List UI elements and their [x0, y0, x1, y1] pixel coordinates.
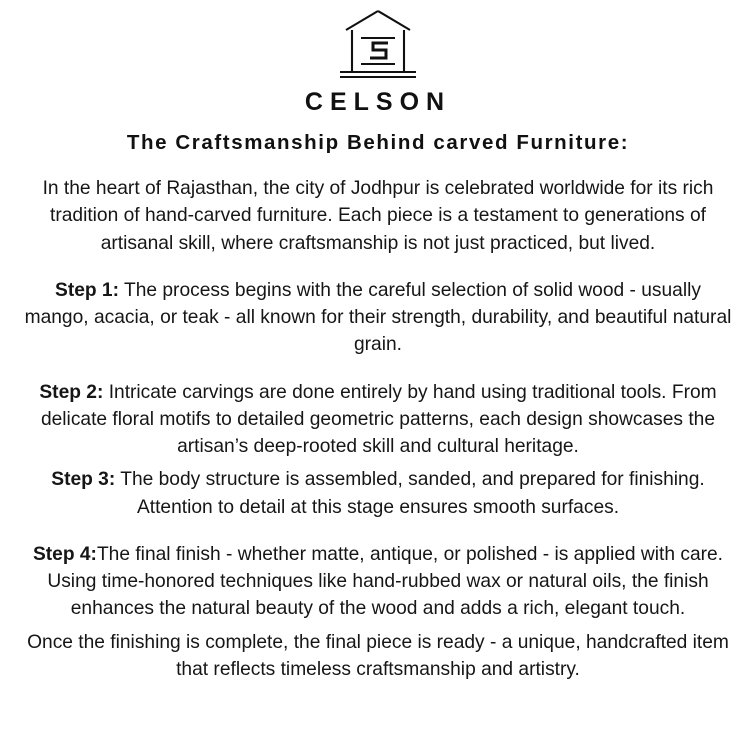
celson-house-monogram-logo	[332, 8, 424, 82]
step-3-text: The body structure is assembled, sanded, and prepared for finishing. Attention to detail at this stage ensures smooth surfaces.	[115, 469, 705, 518]
intro-paragraph: In the heart of Rajasthan, the city of Jodhpur is celebrated worldwide for its rich tradition of hand-carved furniture. Each piece is a testament to generations of artisanal skill, where craftsmanship is not just practiced, but lived.	[42, 178, 714, 254]
page-title: The Craftsmanship Behind carved Furniture:	[126, 131, 630, 154]
closing-paragraph: Once the finishing is complete, the final piece is ready - a unique, handcrafted item that reflects timeless craftsmanship and artistry.	[27, 631, 729, 680]
step-4-label: Step 4:	[32, 543, 97, 565]
step-1-paragraph	[22, 277, 734, 359]
step-1-text: The process begins with the careful selection of solid wood - usually mango, acacia, or teak - all known for their strength, durability, and beautiful natural grain.	[24, 279, 732, 356]
step-2-paragraph	[22, 379, 734, 461]
step-1-label: Step 1:	[55, 279, 119, 301]
step-4-paragraph	[22, 541, 734, 623]
brand-name: CELSON	[304, 88, 452, 116]
step-3-paragraph	[22, 466, 734, 521]
logo-container	[332, 8, 424, 82]
step-3-label: Step 3:	[51, 469, 116, 491]
step-4-text: The final finish - whether matte, antique, or polished - is applied with care. Using time-honored techniques like hand-rubbed wax or natural oils, the finish enhances the natural beauty of the wood and adds a rich, elegant touch.	[47, 543, 724, 620]
step-2-text: Intricate carvings are done entirely by hand using traditional tools. From delicate floral motifs to detailed geometric patterns, each design showcases the artisan’s deep-rooted skill and cultural heritage.	[40, 381, 717, 458]
step-2-label: Step 2:	[39, 381, 104, 403]
